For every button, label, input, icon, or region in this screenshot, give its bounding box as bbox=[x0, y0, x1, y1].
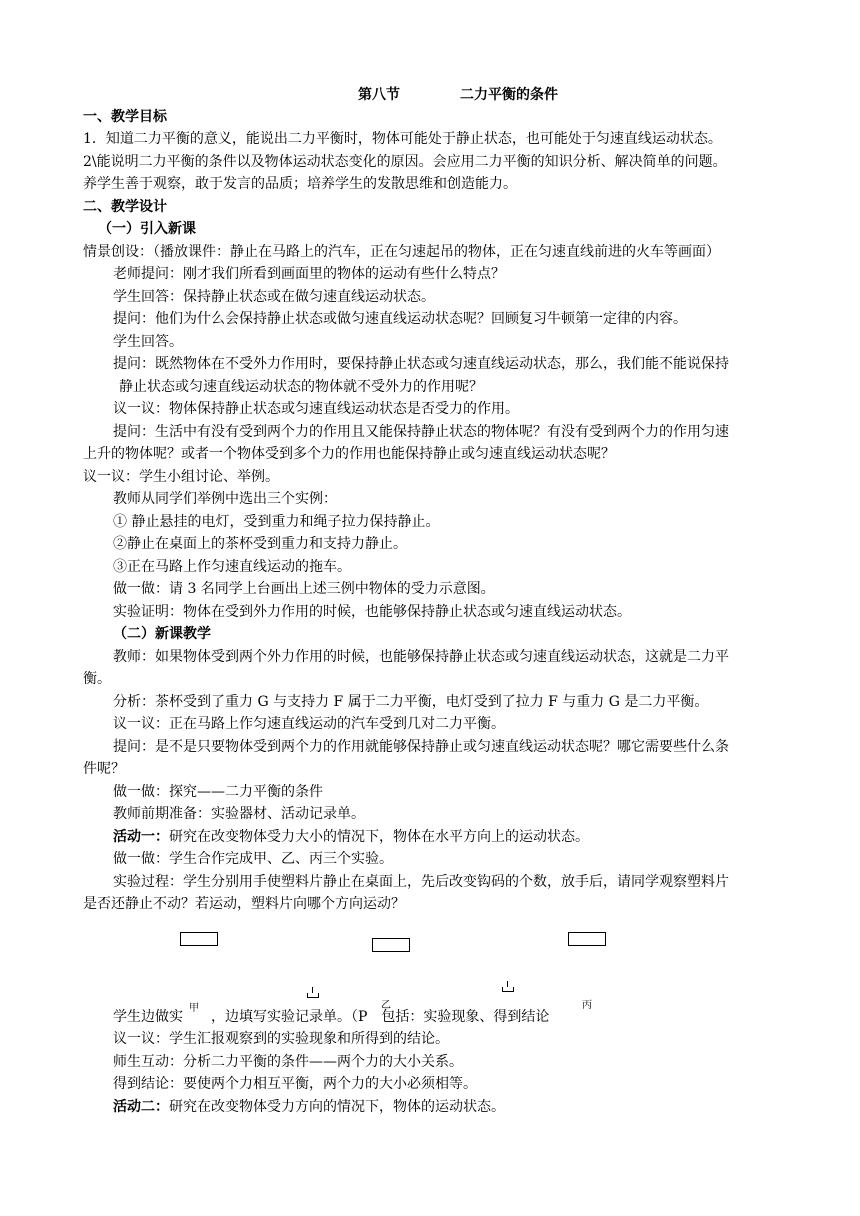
paragraph: 教师从同学们举例中选出三个实例： bbox=[113, 491, 337, 507]
paragraph: 老师提问：刚才我们所看到画面里的物体的运动有些什么特点？ bbox=[113, 266, 505, 282]
activity-1-text: 研究在改变物体受力大小的情况下，物体在水平方向上的运动状态。 bbox=[169, 829, 589, 845]
paragraph: 静止状态或匀速直线运动状态的物体就不受外力的作用呢？ bbox=[119, 379, 483, 395]
activity-1-label: 活动一： bbox=[113, 829, 169, 845]
heading-objectives: 一、教学目标 bbox=[83, 109, 167, 125]
hook-weight-icon bbox=[307, 993, 319, 998]
paragraph: 提问：生活中有没有受到两个力的作用且又能保持静止状态的物体呢？有没有受到两个力的作用匀速 bbox=[113, 424, 729, 440]
paragraph: 议一议：学生小组讨论、举例。 bbox=[83, 469, 279, 485]
paragraph: 教师前期准备：实验器材、活动记录单。 bbox=[113, 806, 365, 822]
figure-label-jia: 甲 bbox=[189, 1003, 199, 1014]
heading-intro: （一）引入新课 bbox=[98, 221, 196, 237]
paragraph: 件呢？ bbox=[83, 761, 125, 777]
activity-2-label: 活动二： bbox=[113, 1099, 169, 1115]
paragraph: 衡。 bbox=[83, 671, 111, 687]
activity-1 bbox=[113, 826, 589, 848]
paragraph: 师生互动：分析二力平衡的条件——两个力的大小关系。 bbox=[113, 1054, 463, 1070]
paragraph: 议一议：物体保持静止状态或匀速直线运动状态是否受力的作用。 bbox=[113, 401, 519, 417]
list-item: ②静止在桌面上的茶杯受到重力和支持力静止。 bbox=[113, 536, 407, 552]
paragraph: 分析：茶杯受到了重力 G 与支持力 F 属于二力平衡，电灯受到了拉力 F 与重力 G 是二力平衡。 bbox=[113, 694, 709, 710]
paragraph: 议一议：学生汇报观察到的实验现象和所得到的结论。 bbox=[113, 1031, 449, 1047]
plastic-plate-jia bbox=[180, 932, 218, 946]
title-name: 二力平衡的条件 bbox=[460, 87, 558, 103]
objective-2: 2\能说明二力平衡的条件以及物体运动状态变化的原因。会应用二力平衡的知识分析、解决简单的问题。 bbox=[83, 154, 727, 170]
paragraph: 情景创设：（播放课件：静止在马路上的汽车，正在匀速起吊的物体，正在匀速直线前进的火车等画面） bbox=[83, 244, 720, 260]
paragraph-record: 学生边做实 ，边填写实验记录单。（P 包括：实验现象、得到结论 bbox=[113, 1009, 550, 1025]
title-section: 第八节 bbox=[358, 87, 400, 103]
paragraph: 做一做：学生合作完成甲、乙、丙三个实验。 bbox=[113, 851, 393, 867]
heading-design: 二、教学设计 bbox=[83, 199, 167, 215]
paragraph: 提问：既然物体在不受外力作用时，要保持静止状态或匀速直线运动状态，那么，我们能不能说保持 bbox=[113, 356, 729, 372]
paragraph: 做一做：请 3 名同学上台画出上述三例中物体的受力示意图。 bbox=[113, 581, 495, 597]
objective-3: 养学生善于观察，敢于发言的品质；培养学生的发散思维和创造能力。 bbox=[83, 176, 517, 192]
paragraph: 上升的物体呢？或者一个物体受到多个力的作用也能保持静止或匀速直线运动状态呢？ bbox=[83, 446, 615, 462]
figure-label-yi: 乙 bbox=[381, 1000, 391, 1011]
figure-label-bing: 丙 bbox=[582, 1000, 592, 1011]
paragraph: 议一议：正在马路上作匀速直线运动的汽车受到几对二力平衡。 bbox=[113, 716, 505, 732]
paragraph: 学生回答。 bbox=[113, 334, 183, 350]
activity-2 bbox=[113, 1096, 505, 1118]
list-item: ③正在马路上作匀速直线运动的拖车。 bbox=[113, 559, 351, 575]
paragraph: 学生回答：保持静止状态或在做匀速直线运动状态。 bbox=[113, 289, 435, 305]
activity-2-text: 研究在改变物体受力方向的情况下，物体的运动状态。 bbox=[169, 1099, 505, 1115]
paragraph: 实验证明：物体在受到外力作用的时候，也能够保持静止状态或匀速直线运动状态。 bbox=[113, 604, 631, 620]
list-item: ① 静止悬挂的电灯，受到重力和绳子拉力保持静止。 bbox=[113, 514, 440, 530]
heading-new-lesson: （二）新课教学 bbox=[113, 626, 211, 642]
hook-weight-icon bbox=[502, 987, 514, 992]
paragraph: 得到结论：要使两个力相互平衡，两个力的大小必须相等。 bbox=[113, 1076, 477, 1092]
paragraph: 做一做：探究——二力平衡的条件 bbox=[113, 784, 323, 800]
paragraph: 教师：如果物体受到两个外力作用的时候，也能够保持静止状态或匀速直线运动状态，这就是二力平 bbox=[113, 649, 729, 665]
plastic-plate-bing bbox=[568, 932, 606, 946]
objective-1: 1．知道二力平衡的意义，能说出二力平衡时，物体可能处于静止状态，也可能处于匀速直线运动状态。 bbox=[83, 131, 722, 147]
plastic-plate-yi bbox=[372, 938, 410, 952]
paragraph: 是否还静止不动？若运动，塑料片向哪个方向运动？ bbox=[83, 896, 405, 912]
paragraph: 提问：是不是只要物体受到两个力的作用就能够保持静止或匀速直线运动状态呢？哪它需要些什么条 bbox=[113, 739, 729, 755]
paragraph: 提问：他们为什么会保持静止状态或做匀速直线运动状态呢？回顾复习牛顿第一定律的内容。 bbox=[113, 311, 687, 327]
paragraph: 实验过程：学生分别用手使塑料片静止在桌面上，先后改变钩码的个数，放手后，请同学观察塑料片 bbox=[113, 874, 729, 890]
